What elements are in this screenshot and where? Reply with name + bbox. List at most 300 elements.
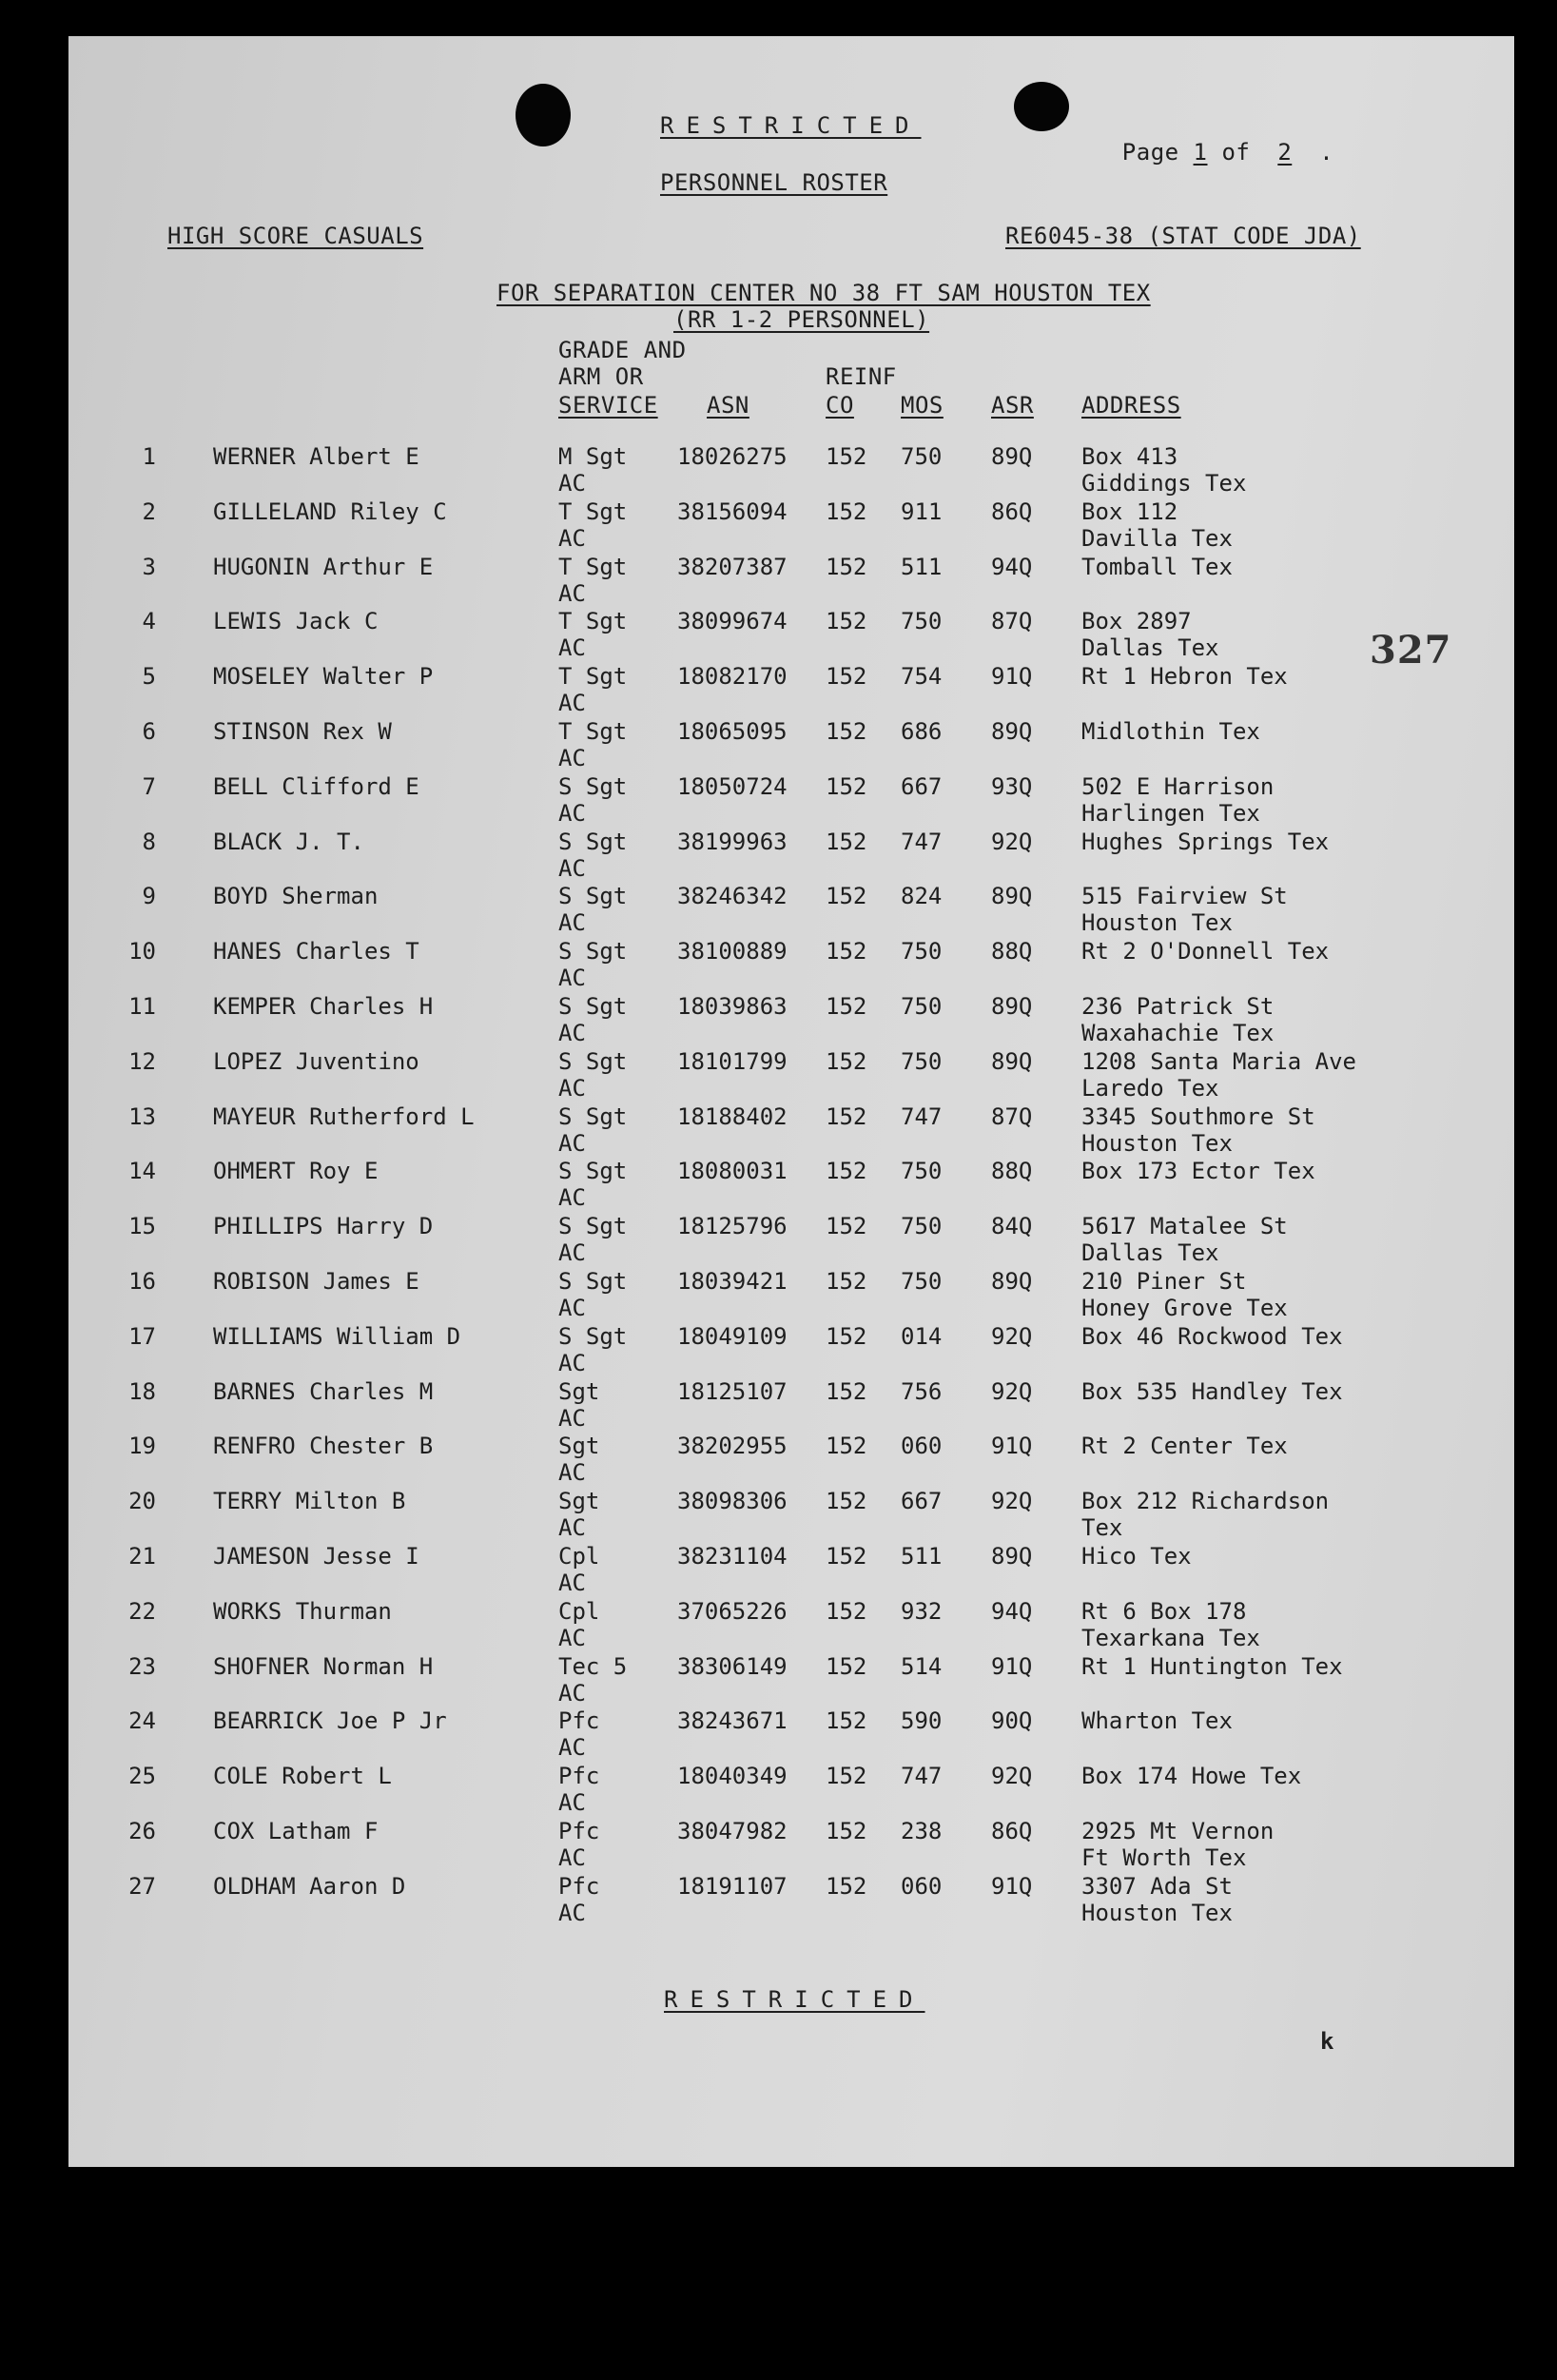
cell-mos: 511 <box>901 553 943 580</box>
cell-asr: 86Q <box>991 497 1033 525</box>
cell-mos: 667 <box>901 1488 943 1515</box>
cell-addr1: Rt 1 Hebron Tex <box>1081 663 1288 691</box>
cell-co: 152 <box>826 938 867 966</box>
cell-addr2: Texarkana Tex <box>1081 1624 1260 1651</box>
cell-num: 7 <box>142 772 156 800</box>
cell-asn: 38098306 <box>677 1488 788 1515</box>
cell-asn: 37065226 <box>677 1597 788 1625</box>
cell-arm: AC <box>558 1295 586 1321</box>
cell-num: 20 <box>128 1488 156 1515</box>
cell-co: 152 <box>826 663 867 691</box>
cell-name: OLDHAM Aaron D <box>213 1872 406 1900</box>
col-asn: ASN <box>707 392 749 419</box>
table-row <box>68 1598 1514 1653</box>
cell-name: GILLELAND Riley C <box>213 497 447 525</box>
cell-addr2: Giddings Tex <box>1081 470 1247 497</box>
cell-asn: 38156094 <box>677 497 788 525</box>
cell-asn: 38047982 <box>677 1818 788 1844</box>
cell-grade: Sgt <box>558 1433 600 1460</box>
cell-arm: AC <box>558 854 586 882</box>
cell-grade: S Sgt <box>558 993 628 1020</box>
cell-num: 10 <box>128 938 156 966</box>
cell-mos: 750 <box>901 938 943 966</box>
table-row <box>68 1213 1514 1268</box>
cell-addr1: Tomball Tex <box>1081 553 1233 580</box>
cell-addr2: Harlingen Tex <box>1081 799 1260 827</box>
table-row <box>68 1763 1514 1818</box>
cell-co: 152 <box>826 1763 867 1790</box>
cell-co: 152 <box>826 608 867 635</box>
cell-mos: 060 <box>901 1433 943 1460</box>
cell-num: 2 <box>142 497 156 525</box>
cell-asr: 94Q <box>991 553 1033 580</box>
table-row <box>68 1873 1514 1928</box>
cell-addr2: Davilla Tex <box>1081 524 1233 552</box>
cell-num: 8 <box>142 828 156 855</box>
cell-arm: AC <box>558 690 586 717</box>
cell-arm: AC <box>558 745 586 771</box>
cell-arm: AC <box>558 1020 586 1046</box>
cell-num: 12 <box>128 1047 156 1075</box>
cell-arm: AC <box>558 965 586 992</box>
cell-name: HUGONIN Arthur E <box>213 553 434 580</box>
footer-initial: k <box>1320 2028 1334 2055</box>
cell-asr: 89Q <box>991 443 1033 470</box>
cell-addr1: Rt 6 Box 178 <box>1081 1597 1247 1625</box>
unit-title: HIGH SCORE CASUALS <box>167 223 424 249</box>
cell-arm: AC <box>558 524 586 552</box>
classification-footer: RESTRICTED <box>664 1986 925 2013</box>
cell-addr1: 5617 Matalee St <box>1081 1213 1288 1240</box>
table-row <box>68 1268 1514 1323</box>
cell-asr: 92Q <box>991 828 1033 855</box>
page-of: of <box>1221 139 1251 166</box>
cell-grade: T Sgt <box>558 553 628 580</box>
cell-asn: 38246342 <box>677 883 788 910</box>
cell-name: MAYEUR Rutherford L <box>213 1102 475 1130</box>
cell-grade: S Sgt <box>558 883 628 910</box>
cell-asn: 38100889 <box>677 938 788 966</box>
cell-asr: 88Q <box>991 1158 1033 1185</box>
cell-mos: 750 <box>901 1047 943 1075</box>
cell-mos: 686 <box>901 718 943 745</box>
cell-asr: 92Q <box>991 1488 1033 1515</box>
cell-mos: 750 <box>901 608 943 635</box>
cell-num: 9 <box>142 883 156 910</box>
cell-co: 152 <box>826 1322 867 1350</box>
cell-num: 3 <box>142 553 156 580</box>
cell-arm: AC <box>558 1129 586 1157</box>
cell-asr: 87Q <box>991 1102 1033 1130</box>
roster-title: PERSONNEL ROSTER <box>660 169 888 196</box>
cell-name: TERRY Milton B <box>213 1488 406 1515</box>
cell-asr: 89Q <box>991 1047 1033 1075</box>
cell-arm: AC <box>558 634 586 662</box>
cell-asn: 18040349 <box>677 1763 788 1790</box>
cell-asr: 92Q <box>991 1763 1033 1790</box>
cell-asr: 89Q <box>991 883 1033 910</box>
cell-mos: 060 <box>901 1872 943 1900</box>
cell-co: 152 <box>826 443 867 470</box>
cell-name: WERNER Albert E <box>213 443 419 470</box>
cell-addr1: 2925 Mt Vernon <box>1081 1818 1275 1844</box>
cell-addr1: Hughes Springs Tex <box>1081 828 1330 855</box>
cell-name: BLACK J. T. <box>213 828 364 855</box>
cell-asr: 91Q <box>991 1652 1033 1680</box>
cell-grade: S Sgt <box>558 1268 628 1295</box>
cell-num: 24 <box>128 1707 156 1735</box>
cell-mos: 911 <box>901 497 943 525</box>
cell-co: 152 <box>826 772 867 800</box>
table-row <box>68 1103 1514 1159</box>
cell-mos: 014 <box>901 1322 943 1350</box>
cell-addr2: Laredo Tex <box>1081 1074 1219 1102</box>
cell-asn: 18050724 <box>677 772 788 800</box>
page-label: Page <box>1121 139 1179 166</box>
table-row <box>68 1543 1514 1598</box>
cell-addr1: Wharton Tex <box>1081 1707 1233 1735</box>
table-row <box>68 498 1514 554</box>
cell-addr1: 210 Piner St <box>1081 1268 1247 1295</box>
col-reinf-line1: REINF <box>826 363 897 390</box>
cell-co: 152 <box>826 553 867 580</box>
destination-title: FOR SEPARATION CENTER NO 38 FT SAM HOUSTON TEX <box>496 280 1151 306</box>
cell-addr1: 3345 Southmore St <box>1081 1102 1315 1130</box>
cell-grade: S Sgt <box>558 772 628 800</box>
cell-mos: 756 <box>901 1377 943 1405</box>
roster-code: RE6045-38 (STAT CODE JDA) <box>1005 223 1361 249</box>
cell-grade: T Sgt <box>558 497 628 525</box>
cell-arm: AC <box>558 1734 586 1762</box>
cell-name: ROBISON James E <box>213 1268 419 1295</box>
cell-num: 27 <box>128 1872 156 1900</box>
margin-stamp: 327 <box>1370 628 1452 673</box>
cell-asn: 18080031 <box>677 1158 788 1185</box>
cell-co: 152 <box>826 1488 867 1515</box>
cell-mos: 750 <box>901 1158 943 1185</box>
destination-subtitle: (RR 1-2 PERSONNEL) <box>673 306 930 333</box>
cell-co: 152 <box>826 1433 867 1460</box>
cell-grade: S Sgt <box>558 1213 628 1240</box>
cell-asn: 18026275 <box>677 443 788 470</box>
cell-arm: AC <box>558 1404 586 1432</box>
cell-num: 4 <box>142 608 156 635</box>
cell-addr2: Houston Tex <box>1081 1899 1233 1926</box>
cell-grade: S Sgt <box>558 1158 628 1185</box>
cell-asn: 18082170 <box>677 663 788 691</box>
cell-num: 22 <box>128 1597 156 1625</box>
cell-num: 21 <box>128 1543 156 1570</box>
cell-asr: 87Q <box>991 608 1033 635</box>
cell-addr2: Houston Tex <box>1081 1129 1233 1157</box>
cell-num: 17 <box>128 1322 156 1350</box>
cell-num: 15 <box>128 1213 156 1240</box>
cell-asn: 38231104 <box>677 1543 788 1570</box>
cell-arm: AC <box>558 1570 586 1596</box>
cell-num: 6 <box>142 718 156 745</box>
cell-asn: 18039421 <box>677 1268 788 1295</box>
cell-name: COLE Robert L <box>213 1763 392 1790</box>
cell-addr2: Dallas Tex <box>1081 634 1219 662</box>
cell-addr1: 1208 Santa Maria Ave <box>1081 1047 1356 1075</box>
cell-arm: AC <box>558 909 586 937</box>
cell-addr2: Waxahachie Tex <box>1081 1020 1275 1046</box>
cell-grade: Cpl <box>558 1543 600 1570</box>
table-row <box>68 1818 1514 1873</box>
classification-header: RESTRICTED <box>660 112 922 139</box>
cell-co: 152 <box>826 1597 867 1625</box>
table-row <box>68 1488 1514 1543</box>
cell-asn: 18188402 <box>677 1102 788 1130</box>
cell-mos: 750 <box>901 443 943 470</box>
col-grade-line2: ARM OR <box>558 363 644 390</box>
cell-addr2: Tex <box>1081 1514 1123 1542</box>
cell-asr: 93Q <box>991 772 1033 800</box>
cell-asr: 89Q <box>991 718 1033 745</box>
cell-grade: S Sgt <box>558 1047 628 1075</box>
cell-num: 1 <box>142 443 156 470</box>
cell-name: RENFRO Chester B <box>213 1433 434 1460</box>
cell-name: OHMERT Roy E <box>213 1158 379 1185</box>
cell-co: 152 <box>826 1377 867 1405</box>
cell-co: 152 <box>826 1818 867 1844</box>
cell-name: SHOFNER Norman H <box>213 1652 434 1680</box>
cell-addr2: Houston Tex <box>1081 909 1233 937</box>
cell-addr1: Box 173 Ector Tex <box>1081 1158 1315 1185</box>
cell-asr: 94Q <box>991 1597 1033 1625</box>
cell-asn: 18125107 <box>677 1377 788 1405</box>
cell-asn: 38099674 <box>677 608 788 635</box>
cell-name: BELL Clifford E <box>213 772 419 800</box>
cell-addr1: Rt 1 Huntington Tex <box>1081 1652 1343 1680</box>
page-number: 1 <box>1193 139 1208 166</box>
cell-arm: AC <box>558 1184 586 1212</box>
col-grade-line1: GRADE AND <box>558 337 687 363</box>
cell-addr1: 502 E Harrison <box>1081 772 1275 800</box>
cell-asr: 89Q <box>991 1543 1033 1570</box>
cell-asn: 38202955 <box>677 1433 788 1460</box>
cell-mos: 824 <box>901 883 943 910</box>
page-indicator: Page 1 of 2 . <box>1121 139 1334 166</box>
cell-asn: 18101799 <box>677 1047 788 1075</box>
cell-grade: Pfc <box>558 1872 600 1900</box>
cell-addr1: Box 2897 <box>1081 608 1192 635</box>
cell-asn: 38306149 <box>677 1652 788 1680</box>
table-row <box>68 883 1514 938</box>
cell-num: 16 <box>128 1268 156 1295</box>
roster-page <box>68 36 1514 2167</box>
cell-addr1: Box 46 Rockwood Tex <box>1081 1322 1343 1350</box>
table-row <box>68 773 1514 829</box>
cell-mos: 750 <box>901 993 943 1020</box>
col-address: ADDRESS <box>1081 392 1181 419</box>
cell-mos: 514 <box>901 1652 943 1680</box>
cell-mos: 750 <box>901 1213 943 1240</box>
page-total: 2 <box>1277 139 1293 166</box>
cell-asr: 89Q <box>991 1268 1033 1295</box>
cell-arm: AC <box>558 470 586 497</box>
cell-mos: 511 <box>901 1543 943 1570</box>
cell-arm: AC <box>558 1074 586 1102</box>
cell-asr: 91Q <box>991 1433 1033 1460</box>
cell-num: 5 <box>142 663 156 691</box>
cell-arm: AC <box>558 1624 586 1651</box>
cell-addr1: Rt 2 Center Tex <box>1081 1433 1288 1460</box>
cell-asn: 18049109 <box>677 1322 788 1350</box>
cell-co: 152 <box>826 993 867 1020</box>
cell-num: 23 <box>128 1652 156 1680</box>
table-row <box>68 1048 1514 1103</box>
cell-num: 11 <box>128 993 156 1020</box>
table-row <box>68 608 1514 663</box>
table-row <box>68 993 1514 1048</box>
cell-name: HANES Charles T <box>213 938 419 966</box>
table-row <box>68 1158 1514 1213</box>
cell-name: LEWIS Jack C <box>213 608 379 635</box>
cell-grade: S Sgt <box>558 828 628 855</box>
cell-name: KEMPER Charles H <box>213 993 434 1020</box>
cell-name: PHILLIPS Harry D <box>213 1213 434 1240</box>
cell-grade: Tec 5 <box>558 1652 628 1680</box>
cell-mos: 747 <box>901 828 943 855</box>
cell-name: JAMESON Jesse I <box>213 1543 419 1570</box>
cell-asr: 90Q <box>991 1707 1033 1735</box>
cell-num: 18 <box>128 1377 156 1405</box>
cell-name: STINSON Rex W <box>213 718 392 745</box>
cell-addr2: Honey Grove Tex <box>1081 1295 1288 1321</box>
cell-mos: 932 <box>901 1597 943 1625</box>
cell-co: 152 <box>826 1872 867 1900</box>
cell-asr: 89Q <box>991 993 1033 1020</box>
cell-addr1: Midlothin Tex <box>1081 718 1260 745</box>
table-row <box>68 1653 1514 1708</box>
table-row <box>68 1378 1514 1434</box>
cell-arm: AC <box>558 1679 586 1707</box>
cell-arm: AC <box>558 1349 586 1376</box>
cell-name: LOPEZ Juventino <box>213 1047 419 1075</box>
cell-grade: T Sgt <box>558 663 628 691</box>
table-row <box>68 938 1514 993</box>
cell-name: BARNES Charles M <box>213 1377 434 1405</box>
cell-co: 152 <box>826 1213 867 1240</box>
cell-num: 19 <box>128 1433 156 1460</box>
cell-asr: 86Q <box>991 1818 1033 1844</box>
cell-arm: AC <box>558 1899 586 1926</box>
cell-co: 152 <box>826 883 867 910</box>
cell-grade: T Sgt <box>558 718 628 745</box>
cell-num: 13 <box>128 1102 156 1130</box>
cell-mos: 667 <box>901 772 943 800</box>
cell-addr1: 3307 Ada St <box>1081 1872 1233 1900</box>
table-row <box>68 443 1514 498</box>
cell-addr1: Box 212 Richardson <box>1081 1488 1330 1515</box>
cell-arm: AC <box>558 799 586 827</box>
cell-addr1: 515 Fairview St <box>1081 883 1288 910</box>
table-row <box>68 1433 1514 1488</box>
cell-asr: 92Q <box>991 1377 1033 1405</box>
cell-addr2: Dallas Tex <box>1081 1239 1219 1267</box>
cell-arm: AC <box>558 1459 586 1487</box>
cell-num: 14 <box>128 1158 156 1185</box>
cell-grade: S Sgt <box>558 1322 628 1350</box>
cell-grade: M Sgt <box>558 443 628 470</box>
cell-asr: 84Q <box>991 1213 1033 1240</box>
punch-hole-left <box>516 84 571 146</box>
cell-addr2: Ft Worth Tex <box>1081 1844 1247 1871</box>
cell-co: 152 <box>826 1102 867 1130</box>
cell-name: BEARRICK Joe P Jr <box>213 1707 447 1735</box>
cell-name: WORKS Thurman <box>213 1597 392 1625</box>
cell-grade: S Sgt <box>558 1102 628 1130</box>
cell-addr1: 236 Patrick St <box>1081 993 1275 1020</box>
cell-asn: 38199963 <box>677 828 788 855</box>
cell-co: 152 <box>826 1158 867 1185</box>
cell-grade: S Sgt <box>558 938 628 966</box>
cell-arm: AC <box>558 1844 586 1871</box>
cell-asr: 91Q <box>991 1872 1033 1900</box>
cell-name: BOYD Sherman <box>213 883 379 910</box>
cell-asr: 92Q <box>991 1322 1033 1350</box>
cell-asr: 88Q <box>991 938 1033 966</box>
cell-mos: 750 <box>901 1268 943 1295</box>
cell-addr1: Box 413 <box>1081 443 1178 470</box>
cell-addr1: Rt 2 O'Donnell Tex <box>1081 938 1330 966</box>
cell-co: 152 <box>826 1707 867 1735</box>
cell-arm: AC <box>558 579 586 607</box>
col-mos: MOS <box>901 392 944 419</box>
cell-co: 152 <box>826 1652 867 1680</box>
cell-addr1: Hico Tex <box>1081 1543 1192 1570</box>
cell-asn: 18065095 <box>677 718 788 745</box>
cell-arm: AC <box>558 1239 586 1267</box>
cell-co: 152 <box>826 1047 867 1075</box>
cell-grade: Sgt <box>558 1377 600 1405</box>
cell-arm: AC <box>558 1514 586 1542</box>
table-row <box>68 1323 1514 1378</box>
cell-num: 25 <box>128 1763 156 1790</box>
punch-hole-right <box>1014 82 1069 131</box>
table-row <box>68 663 1514 718</box>
cell-co: 152 <box>826 497 867 525</box>
cell-co: 152 <box>826 1543 867 1570</box>
col-grade-line3: SERVICE <box>558 392 658 419</box>
cell-addr1: Box 174 Howe Tex <box>1081 1763 1302 1790</box>
cell-mos: 754 <box>901 663 943 691</box>
cell-co: 152 <box>826 718 867 745</box>
cell-asn: 18039863 <box>677 993 788 1020</box>
cell-asr: 91Q <box>991 663 1033 691</box>
cell-name: COX Latham F <box>213 1818 379 1844</box>
cell-asn: 18191107 <box>677 1872 788 1900</box>
cell-num: 26 <box>128 1818 156 1844</box>
col-reinf-line2: CO <box>826 392 854 419</box>
cell-mos: 747 <box>901 1763 943 1790</box>
cell-grade: Pfc <box>558 1763 600 1790</box>
cell-grade: T Sgt <box>558 608 628 635</box>
cell-co: 152 <box>826 1268 867 1295</box>
table-row <box>68 829 1514 884</box>
cell-mos: 238 <box>901 1818 943 1844</box>
cell-name: WILLIAMS William D <box>213 1322 461 1350</box>
cell-grade: Cpl <box>558 1597 600 1625</box>
cell-asn: 38207387 <box>677 553 788 580</box>
cell-co: 152 <box>826 828 867 855</box>
cell-addr1: Box 112 <box>1081 497 1178 525</box>
cell-name: MOSELEY Walter P <box>213 663 434 691</box>
table-row <box>68 718 1514 773</box>
cell-grade: Pfc <box>558 1818 600 1844</box>
cell-mos: 590 <box>901 1707 943 1735</box>
